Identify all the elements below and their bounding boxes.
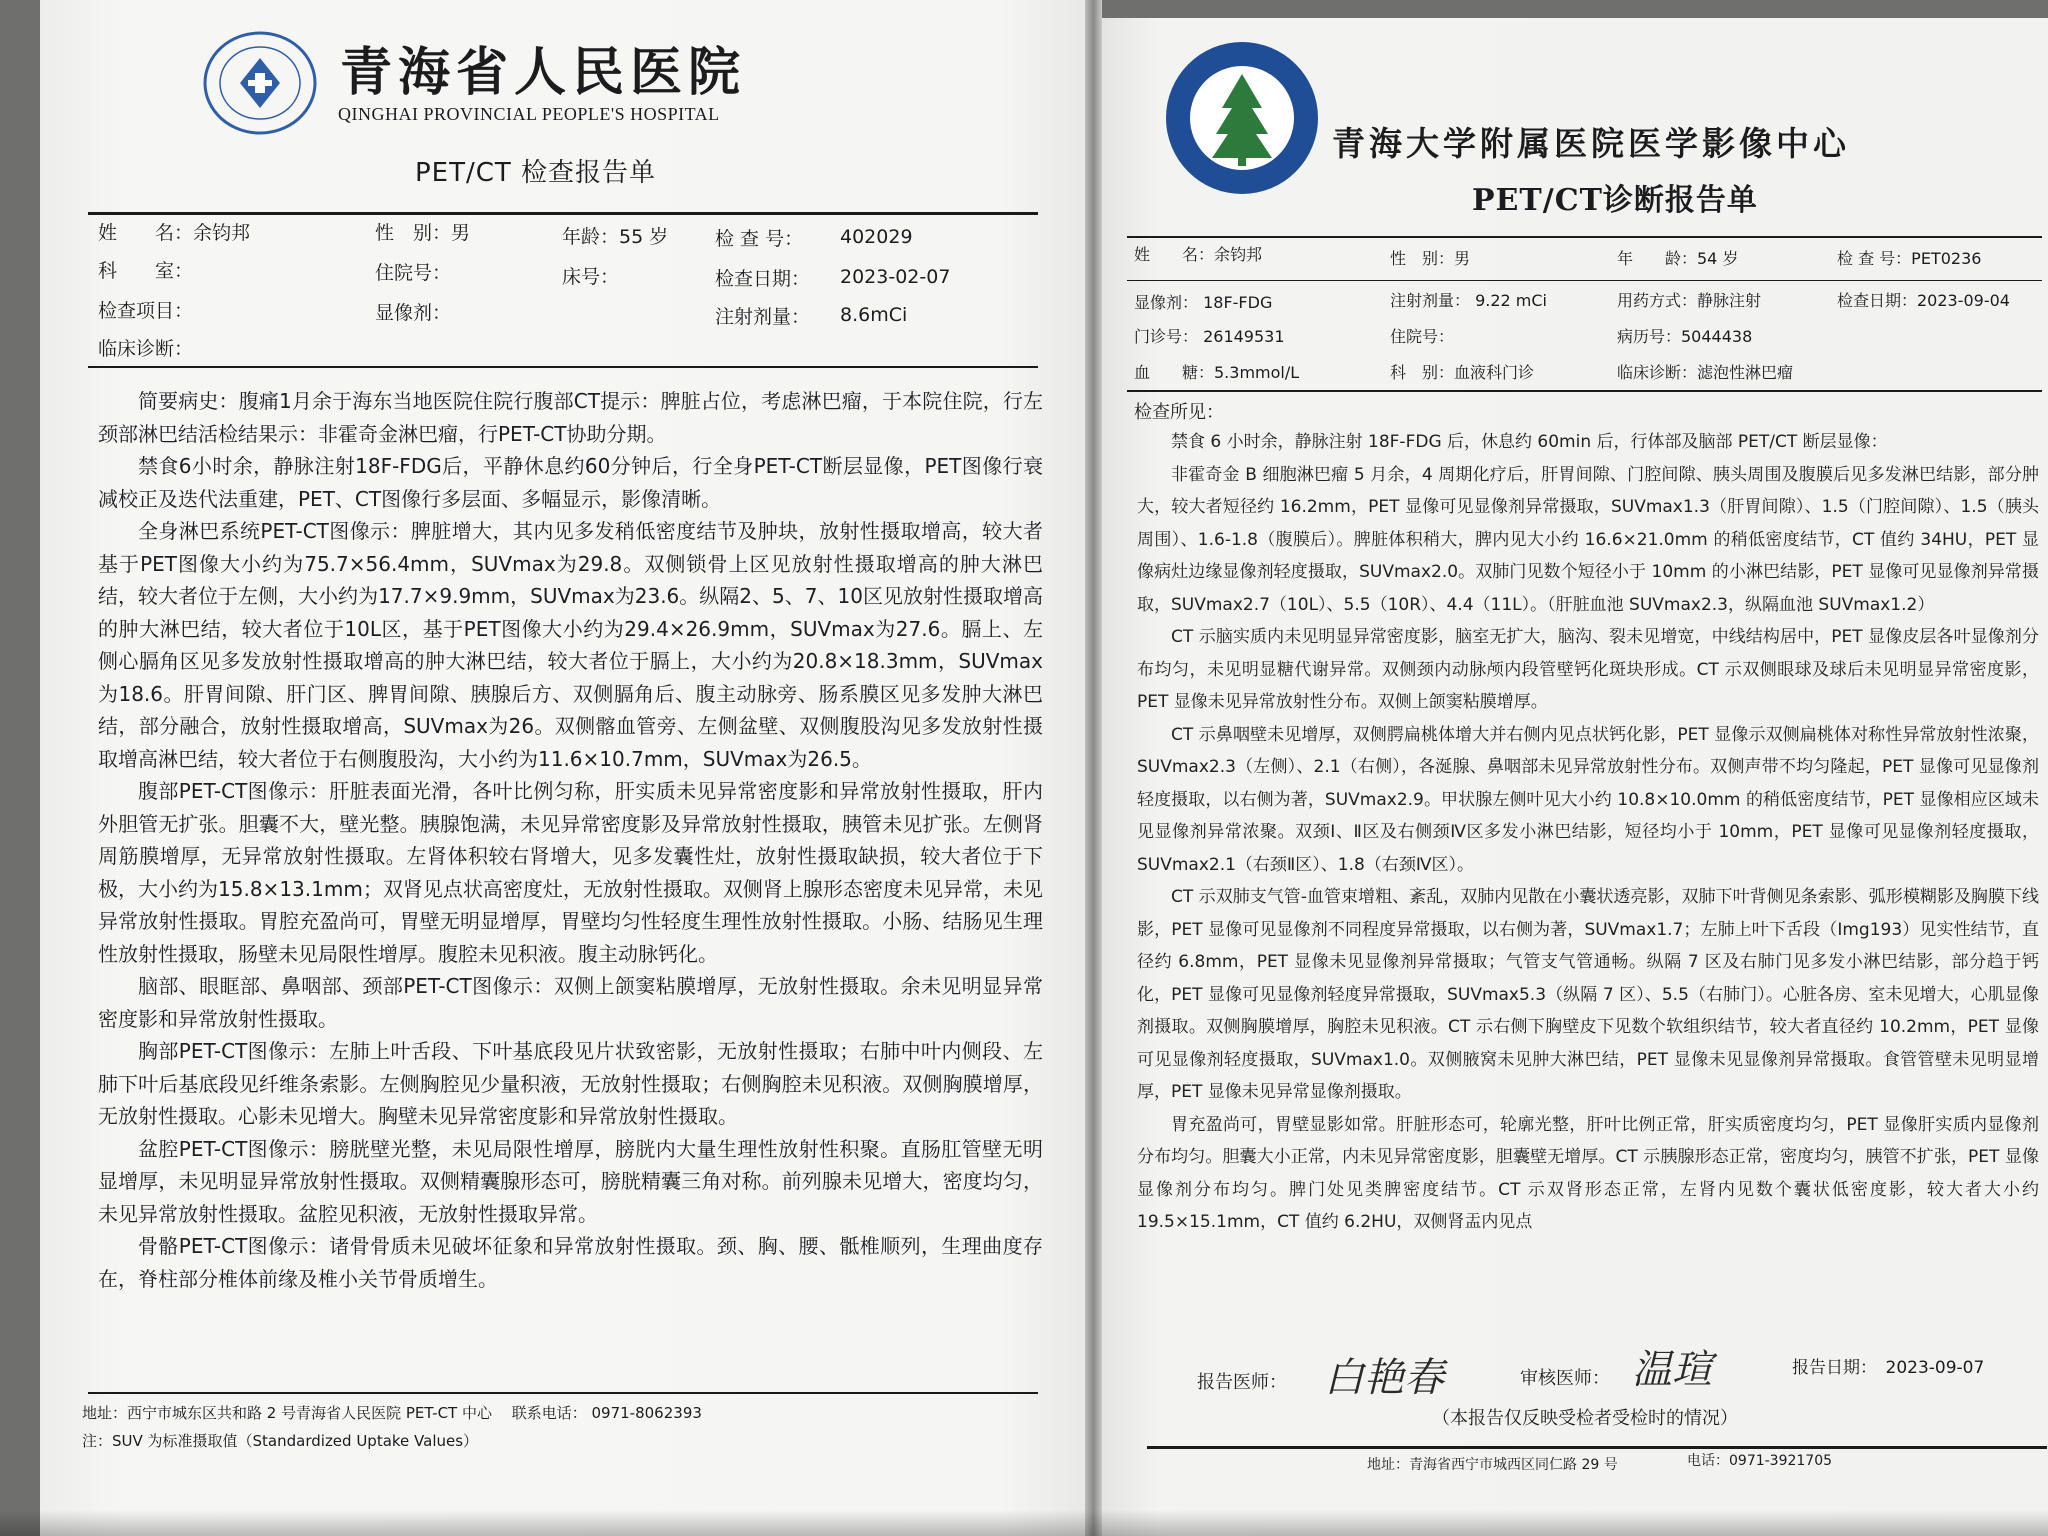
exam-no-label: 检 查 号： — [715, 228, 804, 250]
paragraph-abdomen: 腹部PET-CT图像示：肝脏表面光滑，各叶比例匀称，肝实质未见异常密度影和异常放射性摄取，肝内外胆管无扩张。胆囊不大，壁光整。胰腺饱满，未见异常密度影及异常放射性摄取，胰管未见扩张。左侧肾周筋膜增厚，无异常放射性摄取。左肾体积较右肾增大，见多发囊性灶，放射性摄取缺损，较大者位于下极，大小约为15.8×13.1mm；双肾见点状高密度灶，无放射性摄取。双侧肾上腺形态密度未见异常，未见异常放射性摄取。胃腔充盈尚可，胃壁无明显增厚，胃壁均匀性轻度生理性放射性摄取。小肠、结肠见生理性放射性摄取，肠壁未见局限性增厚。腹腔未见积液。腹主动脉钙化。 — [98, 779, 1043, 966]
header-divider — [88, 212, 1038, 215]
info-divider — [88, 366, 1038, 368]
header-divider — [1127, 236, 2042, 238]
info-divider — [1127, 390, 2042, 392]
paragraph-history: 简要病史：腹痛1月余于海东当地医院住院行腹部CT提示：脾脏占位，考虑淋巴瘤，于本院住院，行左颈部淋巴结活检结果示：非霍奇金淋巴瘤，行PET-CT协助分期。 — [98, 389, 1043, 446]
administration-route: 用药方式：静脉注射 — [1617, 291, 1762, 310]
left-report-page — [40, 0, 1085, 1536]
footer-divider — [1147, 1446, 2047, 1449]
qinghai-provincial-hospital-logo — [200, 28, 320, 138]
exam-date: 检查日期：2023-09-04 — [1837, 291, 2010, 310]
qinghai-university-hospital-logo — [1162, 38, 1322, 198]
report-title: PET/CT 检查报告单 — [415, 158, 657, 188]
paragraph-head-neck: 脑部、眼眶部、鼻咽部、颈部PET-CT图像示：双侧上颌窦粘膜增厚，无放射性摄取。余未见明显异常密度影和异常放射性摄取。 — [98, 974, 1043, 1031]
photo-shadow — [0, 1510, 2048, 1536]
exam-date: 2023-02-07 — [840, 266, 951, 288]
exam-no: 检 查 号：PET0236 — [1837, 249, 1982, 268]
book-gutter — [1085, 0, 1102, 1536]
disclaimer: （本报告仅反映受检者受检时的情况） — [1432, 1408, 1738, 1429]
reporter-signature: 白艳春 — [1324, 1355, 1444, 1401]
imaging-agent: 显像剂： — [375, 302, 452, 324]
patient-sex: 性 别：男 — [1390, 249, 1471, 268]
blood-glucose: 血 糖：5.3mmol/L — [1134, 363, 1300, 382]
department: 科 别：血液科门诊 — [1390, 363, 1535, 382]
reviewer-label: 审核医师： — [1520, 1368, 1610, 1389]
footer-divider — [88, 1392, 1038, 1394]
findings-heading: 检查所见： — [1134, 402, 1224, 423]
inpatient-no: 住院号： — [375, 262, 452, 284]
footer-address: 地址：西宁市城东区共和路 2 号青海省人民医院 PET-CT 中心 联系电话： 0971-8062393 — [82, 1404, 702, 1422]
right-report-body — [1137, 426, 2039, 1239]
footer-address: 地址：青海省西宁市城西区同仁路 29 号 — [1367, 1457, 1618, 1473]
paragraph-abdomen: 胃充盈尚可，胃壁显影如常。肝脏形态可，轮廓光整，肝叶比例正常，肝实质密度均匀，PET 显像肝实质内显像剂分布均匀。胆囊大小正常，内未见异常密度影，胆囊壁无增厚。CT 示胰腺形态正常，密度均匀，胰管不扩张，PET 显像显像剂分布均匀。脾门处见类脾密度结节。CT 示双肾形态正常，左肾内见数个囊状低密度影，较大者大小约 19.5×15.1mm，CT 值约 6.2HU，双侧肾盂内见点 — [1137, 1114, 2039, 1232]
row-divider — [1127, 280, 2042, 281]
report-title: PET/CT诊断报告单 — [1472, 183, 1758, 218]
paragraph-pelvis: 盆腔PET-CT图像示：膀胱壁光整，未见局限性增厚，膀胱内大量生理性放射性积聚。直肠肛管壁无明显增厚，未见明显异常放射性摄取。双侧精囊腺形态可，膀胱精囊三角对称。前列腺未见增大，密度均匀，未见异常放射性摄取。盆腔见积液，无放射性摄取异常。 — [98, 1136, 1043, 1226]
paragraph-chest: 胸部PET-CT图像示：左肺上叶舌段、下叶基底段见片状致密影，无放射性摄取；右肺中叶内侧段、左肺下叶后基底段见纤维条索影。左侧胸腔见少量积液，无放射性摄取；右侧胸腔未见积液。双侧胸膜增厚，无放射性摄取。心影未见增大。胸壁未见异常密度影和异常放射性摄取。 — [98, 1039, 1043, 1128]
reviewer-signature: 温瑄 — [1632, 1347, 1712, 1393]
patient-name: 姓 名：余钧邦 — [98, 222, 251, 244]
patient-age: 年龄：55 岁 — [562, 226, 669, 248]
paragraph-bone: 骨骼PET-CT图像示：诸骨骨质未见破坏征象和异常放射性摄取。颈、胸、腰、骶椎顺列，生理曲度存在，脊柱部分椎体前缘及椎小关节骨质增生。 — [98, 1234, 1043, 1291]
record-no: 病历号：5044438 — [1617, 327, 1753, 346]
report-date: 报告日期： 2023-09-07 — [1792, 1358, 1985, 1378]
paragraph-brain: CT 示脑实质内未见明显异常密度影，脑室无扩大，脑沟、裂未见增宽，中线结构居中，PET 显像皮层各叶显像剂分布均匀，未见明显糖代谢异常。双侧颈内动脉颅内段管壁钙化斑块形成。CT 示双侧眼球及球后未见明显异常密度影，PET 显像未见异常放射性分布。双侧上颌窦粘膜增厚。 — [1137, 627, 2039, 712]
paragraph-lymphatic: 全身淋巴系统PET-CT图像示：脾脏增大，其内见多发稍低密度结节及肿块，放射性摄取增高，较大者基于PET图像大小约为75.7×56.4mm，SUVmax为29.8。双侧锁骨上区见放射性摄取增高的肿大淋巴结，较大者位于左侧，大小约为17.7×9.9mm，SUVmax为23.6。纵隔2、5、7、10区见放射性摄取增高的肿大淋巴结，较大者位于10L区，基于PET图像大小约为29.4×26.9mm，SUVmax为27.6。膈上、左侧心膈角区见多发放射性摄取增高的肿大淋巴结，较大者位于膈上，大小约为20.8×18.3mm，SUVmax为18.6。肝胃间隙、肝门区、脾胃间隙、胰腺后方、双侧膈角后、腹主动脉旁、肠系膜区见多发肿大淋巴结，部分融合，放射性摄取增高，SUVmax为26。双侧髂血管旁、左侧盆壁、双侧腹股沟见多发放射性摄取增高淋巴结，较大者位于右侧腹股沟，大小约为11.6×10.7mm，SUVmax为26.5。 — [98, 519, 1043, 771]
patient-name: 姓 名：余钧邦 — [1134, 245, 1263, 264]
dose: 注射剂量： 9.22 mCi — [1390, 291, 1548, 310]
patient-sex: 性 别：男 — [375, 222, 471, 244]
reporter-label: 报告医师： — [1197, 1372, 1287, 1393]
paragraph-chest: CT 示双肺支气管-血管束增粗、紊乱，双肺内见散在小囊状透亮影，双肺下叶背侧见条索影、弧形模糊影及胸膜下线影，PET 显像可见显像剂不同程度异常摄取，以右侧为著，SUVmax1.7；左肺上叶下舌段（Img193）见实性结节，直径约 6.8mm，PET 显像未见显像剂异常摄取；气管支气管通畅。纵隔 7 区及右肺门见多发小淋巴结影，部分趋于钙化，PET 显像可见显像剂轻度异常摄取，SUVmax5.3（纵隔 7 区）、5.5（右肺门）。心脏各房、室未见增大，心肌显像剂摄取。双侧胸膜增厚，胸腔未见积液。CT 示右侧下胸壁皮下见数个软组织结节，较大者直径约 10.2mm，PET 显像可见显像剂轻度摄取，SUVmax1.0。双侧腋窝未见肿大淋巴结，PET 显像未见显像剂异常摄取。食管管壁未见明显增厚，PET 显像未见异常显像剂摄取。 — [1137, 887, 2039, 1102]
imaging-agent: 显像剂： 18F-FDG — [1134, 293, 1273, 312]
hospital-name: 青海省人民医院 — [340, 43, 747, 103]
imaging-center-name: 青海大学附属医院医学影像中心 — [1332, 124, 1850, 163]
dose-label: 注射剂量： — [715, 306, 811, 328]
exam-item: 检查项目： — [98, 300, 194, 322]
logo-year: 1959 — [1229, 172, 1255, 183]
footer-phone: 电话：0971-3921705 — [1687, 1453, 1833, 1469]
footer-note: 注：SUV 为标准摄取值（Standardized Uptake Values） — [82, 1432, 479, 1450]
paragraph-procedure: 禁食6小时余，静脉注射18F-FDG后，平静休息约60分钟后，行全身PET-CT断层显像，PET图像行衰减校正及迭代法重建，PET、CT图像行多层面、多幅显示，影像清晰。 — [98, 454, 1043, 511]
clinical-diagnosis: 临床诊断：滤泡性淋巴瘤 — [1617, 363, 1794, 382]
paragraph-head-neck: CT 示鼻咽壁未见增厚，双侧腭扁桃体增大并右侧内见点状钙化影，PET 显像示双侧扁桃体对称性异常放射性浓聚，SUVmax2.3（左侧）、2.1（右侧），各涎腺、鼻咽部未见异常放射性分布。双侧声带不均匀隆起，PET 显像可见显像剂轻度摄取，以右侧为著，SUVmax2.9。甲状腺左侧叶见大小约 10.8×10.0mm 的稍低密度结节，PET 显像相应区域未见显像剂异常浓聚。双颈Ⅰ、Ⅱ区及右侧颈Ⅳ区多发小淋巴结影，短径均小于 10mm，PET 显像可见显像剂轻度摄取，SUVmax2.1（右颈Ⅱ区）、1.8（右颈Ⅳ区）。 — [1137, 724, 2039, 875]
dose-value: 8.6mCi — [840, 304, 908, 326]
patient-age: 年 龄：54 岁 — [1617, 249, 1739, 268]
outpatient-no: 门诊号： 26149531 — [1134, 327, 1285, 346]
inpatient-no: 住院号： — [1390, 327, 1455, 346]
paragraph-procedure: 禁食 6 小时余，静脉注射 18F-FDG 后，休息约 60min 后，行体部及脑部 PET/CT 断层显像： — [1171, 432, 1888, 452]
paragraph-lymph: 非霍奇金 B 细胞淋巴瘤 5 月余，4 周期化疗后，肝胃间隙、门腔间隙、胰头周围及腹膜后见多发淋巴结影，部分肿大，较大者短径约 16.2mm，PET 显像可见显像剂异常摄取，SUVmax1.3（肝胃间隙）、1.5（门腔间隙）、1.5（胰头周围）、1.6-1.8（腹膜后）。脾脏体积稍大，脾内见大小约 16.6×21.0mm 的稍低密度结节，CT 值约 34HU，PET 显像病灶边缘显像剂轻度摄取，SUVmax2.0。双肺门见数个短径小于 10mm 的小淋巴结影，PET 显像可见显像剂异常摄取，SUVmax2.7（10L）、5.5（10R）、4.4（11L）。（肝脏血池 SUVmax2.3，纵隔血池 SUVmax1.2） — [1137, 464, 2039, 615]
left-report-body — [98, 385, 1043, 1295]
hospital-name-en: QINGHAI PROVINCIAL PEOPLE'S HOSPITAL — [338, 104, 720, 124]
exam-date-label: 检查日期： — [715, 268, 811, 290]
clinical-diagnosis: 临床诊断： — [98, 338, 194, 360]
exam-no: 402029 — [840, 226, 913, 248]
bed-no: 床号： — [562, 266, 620, 288]
right-report-page — [1102, 18, 2048, 1536]
department: 科 室： — [98, 260, 194, 282]
